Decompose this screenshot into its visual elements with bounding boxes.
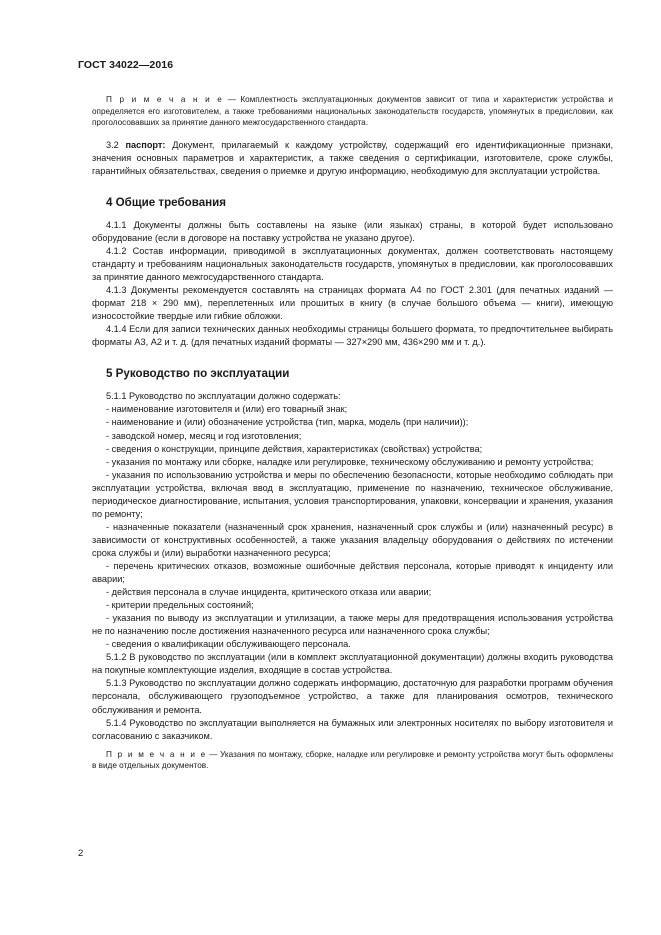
list-item: - наименование и (или) обозначение устройства (тип, марка, модель (при наличии));: [106, 417, 469, 428]
defined-term: паспорт:: [125, 139, 166, 150]
paragraph-4-1-1: 4.1.1 Документы должны быть составлены на языке (или языках) страны, в которой будет использовано оборудование (если в договоре на поставку устройства не указано другое).: [92, 219, 613, 243]
note-5-1: [92, 749, 613, 772]
note-text: — Указания по монтажу, сборке, наладке или регулировке и ремонту устройства могут быть оформлены в виде отдельных документов.: [92, 749, 613, 771]
page-header: ГОСТ 34022—2016: [78, 59, 174, 71]
note-label: П р и м е ч а н и е: [106, 95, 224, 104]
list-item: - указания по использованию устройства и меры по обеспечению безопасности, которые необходимо соблюдать при эксплуатации устройства, включая ввод в эксплуатацию, применение по назначению, техническое обслуживание, периодическое диагностирование, испытания, условия транспортирования, упаковки, консервации и хранения, указания по ремонту;: [92, 469, 613, 519]
list-item: - критерии предельных состояний;: [106, 600, 254, 611]
paragraph-5-1-1: 5.1.1 Руководство по эксплуатации должно содержать:: [106, 391, 341, 402]
paragraph-5-1-2: 5.1.2 В руководство по эксплуатации (или в комплект эксплуатационной документации) должны входить руководства на покупные комплектующие изделия, входящие в состав устройства.: [92, 652, 613, 676]
section-4-heading: 4 Общие требования: [106, 195, 227, 209]
section-5-heading: 5 Руководство по эксплуатации: [106, 367, 290, 381]
paragraph-5-1-4: 5.1.4 Руководство по эксплуатации выполняется на бумажных или электронных носителях по выбору изготовителя и согласованию с заказчиком.: [92, 717, 613, 741]
note-text: — Комплектность эксплуатационных документов зависит от типа и характеристик устройства и определяется его изготовителем, а также требованиями национальных законодательств государств, упомянутых в предисловии, как проголосовавших за принятие данного межгосударственного стандарта.: [92, 95, 613, 128]
list-item: - наименование изготовителя и (или) его товарный знак;: [106, 404, 348, 415]
clause-number: 3.2: [106, 139, 126, 150]
note-label: П р и м е ч а н и е: [106, 749, 207, 759]
list-item: - перечень критических отказов, возможные ошибочные действия персонала, которые приводят к инциденту или аварии;: [92, 561, 613, 585]
list-item: - указания по монтажу или сборке, наладке или регулировке, техническому обслуживанию и ремонту устройства;: [106, 456, 594, 467]
paragraph-4-1-4: 4.1.4 Если для записи технических данных необходимы страницы большего формата, то предпочтительнее выбирать форматы А3, А2 и т. д. (для печатных изданий форматы — 327×290 мм, 436×290 мм и т. д.).: [92, 324, 613, 348]
list-item: - сведения о конструкции, принципе действия, характеристиках (свойствах) устройства;: [106, 443, 483, 454]
list-item: - назначенные показатели (назначенный срок хранения, назначенный срок службы и (или) назначенный ресурс) в зависимости от конструктивных особенностей, а также указания владельцу оборудования о действиях по истечении срока службы и (или) выработки назначенного ресурса;: [92, 521, 613, 558]
list-item: - заводской номер, месяц и год изготовления;: [106, 430, 302, 441]
page-content: [92, 86, 613, 772]
note-3-1: [92, 94, 613, 129]
paragraph-4-1-2: 4.1.2 Состав информации, приводимой в эксплуатационных документах, должен соответствовать настоящему стандарту и требованиям национальных законодательств государств, упомянутых в предисловии, как проголосовавших за принятие данного межгосударственного стандарта.: [92, 246, 613, 283]
list-item: - сведения о квалификации обслуживающего персонала.: [106, 639, 351, 650]
paragraph-4-1-3: 4.1.3 Документы рекомендуется составлять на страницах формата А4 по ГОСТ 2.301 (для печатных изданий — формат 218 × 290 мм), переплетенных или прошитых в книгу (в случае большого объема — книги), имеющую износостойкие твердые или гибкие обложки.: [92, 285, 613, 322]
paragraph-5-1-3: 5.1.3 Руководство по эксплуатации должно содержать информацию, достаточную для разработки программ обучения персонала, обслуживающего грузоподъемное устройство, а также для планирования осмотров, технического обслуживания и ремонта.: [92, 678, 613, 715]
definition-text: Документ, прилагаемый к каждому устройству, содержащий его идентификационные признаки, значения основных параметров и характеристик, а также сведения о сертификации, изготовителе, сроке службы, гарантийных обязательствах, сведения о приемке и другую информацию, необходимую для эксплуатации устройства.: [92, 139, 613, 176]
paragraph-3-2: [92, 139, 613, 178]
list-item: - действия персонала в случае инцидента, критического отказа или аварии;: [106, 587, 432, 598]
page-number: 2: [78, 848, 84, 859]
list-item: - указания по выводу из эксплуатации и утилизации, а также меры для предотвращения использования устройства не по назначению после достижения назначенного ресурса или назначенного срока службы;: [92, 613, 613, 637]
